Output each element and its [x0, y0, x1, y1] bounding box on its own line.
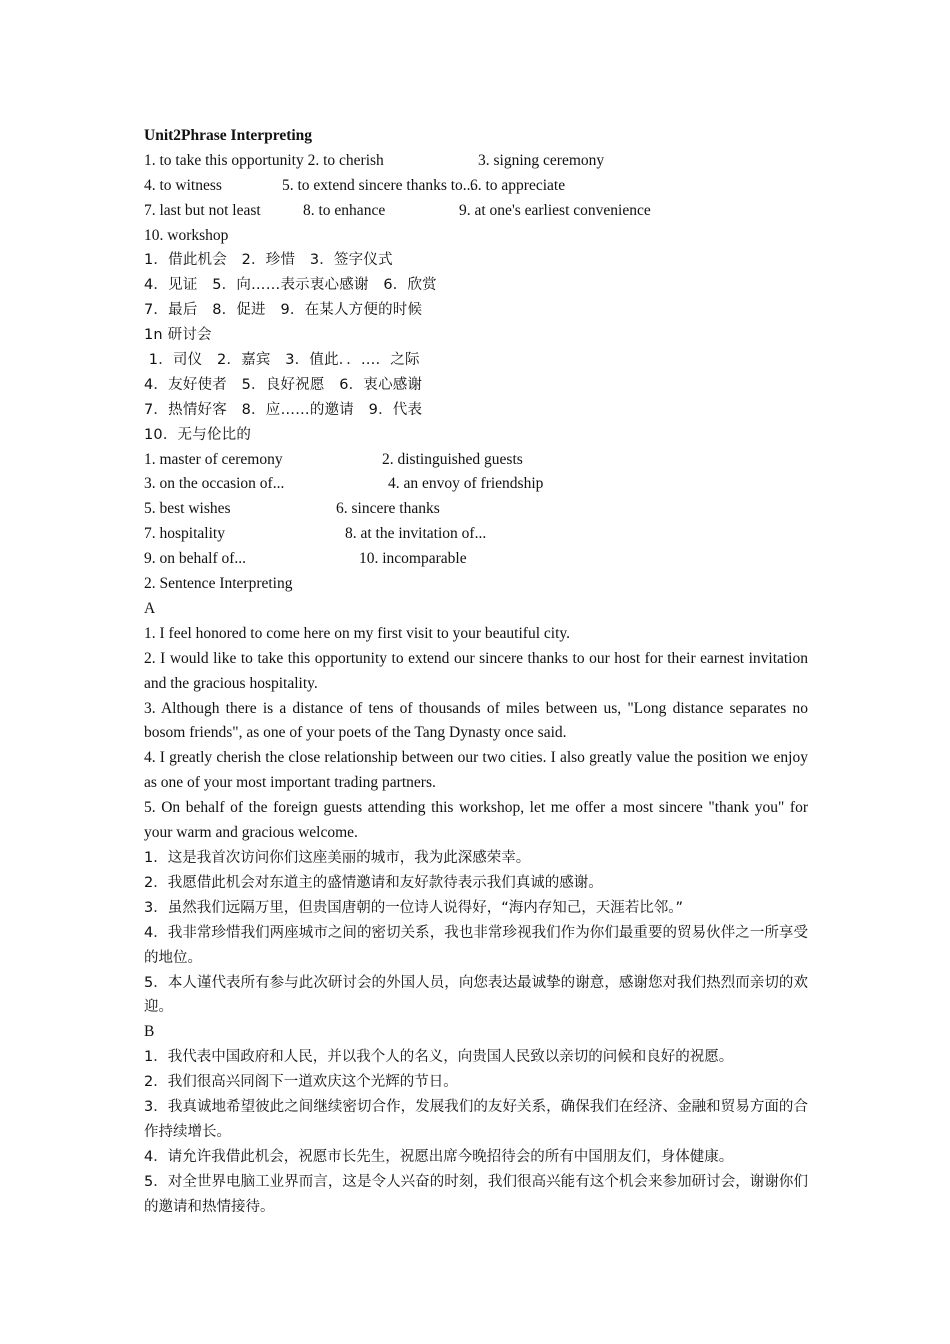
phrase-row-9	[144, 547, 808, 572]
phrase-zh-line: 1n 研讨会	[144, 327, 212, 344]
phrase-item: 4. to witness	[144, 176, 222, 194]
phrase-zh-line: 7．最后 8．促进 9．在某人方便的时候	[144, 302, 423, 319]
phrase-item: 3. signing ceremony	[478, 151, 605, 169]
sentence-zh: 1．这是我首次访问你们这座美丽的城市，我为此深感荣幸。	[144, 849, 531, 866]
phrase-row-1	[144, 149, 808, 174]
section-a-label: A	[144, 599, 156, 617]
phrase-row-3	[144, 199, 808, 224]
phrase-zh-line: 10．无与伦比的	[144, 426, 252, 443]
sentence-en: 4. I greatly cherish the close relationship between our two cities. I also greatly value the position we enjoy as one of your most important trading partners.	[144, 749, 808, 792]
phrase-zh-line: 4．友好使者 5．良好祝愿 6．衷心感谢	[144, 376, 423, 393]
phrase-row-7	[144, 497, 808, 522]
section-b-label: B	[144, 1023, 155, 1041]
phrase-item: 4. an envoy of friendship	[388, 475, 544, 493]
phrase-zh-line: 7．热情好客 8．应……的邀请 9．代表	[144, 401, 423, 418]
unit-title: Unit2Phrase Interpreting	[144, 127, 313, 144]
sentence-en: 2. I would like to take this opportunity to extend our sincere thanks to our host for their earnest invitation and the gracious hospitality.	[144, 649, 808, 692]
phrase-item: 8. to enhance	[303, 201, 386, 219]
phrase-row-6	[144, 472, 808, 497]
phrase-item: 6. sincere thanks	[336, 500, 440, 518]
sentence-en: 1. I feel honored to come here on my first visit to your beautiful city.	[144, 624, 570, 642]
phrase-zh-line: 1．司仪 2．嘉宾 3．值此．．…．之际	[144, 352, 420, 369]
sentence-zh: 3．虽然我们远隔万里，但贵国唐朝的一位诗人说得好，“海内存知己，天涯若比邻。”	[144, 899, 683, 916]
phrase-item: 7. last but not least	[144, 201, 261, 219]
phrase-item: 8. at the invitation of...	[345, 525, 487, 543]
sentence-zh: 3．我真诚地希望彼此之间继续密切合作，发展我们的友好关系，确保我们在经济、金融和贸易方面的合作持续增长。	[144, 1099, 808, 1140]
sentence-en: 3. Although there is a distance of tens of thousands of miles between us, "Long distance separates no bosom friends", as one of your poets of the Tang Dynasty once said.	[144, 699, 808, 742]
phrase-item: 6. to appreciate	[470, 176, 566, 194]
phrase-item: 9. on behalf of...	[144, 550, 247, 568]
sentence-zh: 1．我代表中国政府和人民，并以我个人的名义，向贵国人民致以亲切的问候和良好的祝愿。	[144, 1049, 734, 1066]
phrase-row-4: 10. workshop	[144, 226, 229, 244]
phrase-row-5	[144, 448, 808, 473]
phrase-zh-line: 1．借此机会 2．珍惜 3．签字仪式	[144, 252, 393, 269]
phrase-item: 5. to extend sincere thanks to...	[282, 176, 475, 194]
phrase-item: 5. best wishes	[144, 500, 231, 518]
sentence-en: 5. On behalf of the foreign guests attending this workshop, let me offer a most sincere "thank you" for your warm and gracious welcome.	[144, 799, 808, 842]
document-body	[144, 124, 808, 1220]
sentence-zh: 4．请允许我借此机会，祝愿市长先生，祝愿出席今晚招待会的所有中国朋友们，身体健康。	[144, 1148, 734, 1165]
section-heading: 2. Sentence Interpreting	[144, 575, 293, 593]
phrase-item: 1. to take this opportunity 2. to cherish	[144, 151, 384, 169]
sentence-zh: 2．我愿借此机会对东道主的盛情邀请和友好款待表示我们真诚的感谢。	[144, 874, 603, 891]
phrase-item: 3. on the occasion of...	[144, 475, 285, 493]
sentence-zh: 5．本人谨代表所有参与此次研讨会的外国人员，向您表达最诚挚的谢意，感谢您对我们热烈而亲切的欢迎。	[144, 974, 808, 1016]
sentence-zh: 2．我们很高兴同阁下一道欢庆这个光辉的节日。	[144, 1074, 458, 1091]
sentence-zh: 5．对全世界电脑工业界而言，这是令人兴奋的时刻，我们很高兴能有这个机会来参加研讨会，谢谢你们的邀请和热情接待。	[144, 1173, 808, 1215]
phrase-item: 9. at one's earliest convenience	[459, 201, 651, 219]
phrase-item: 7. hospitality	[144, 525, 225, 543]
phrase-row-2	[144, 174, 808, 199]
phrase-item: 2. distinguished guests	[382, 450, 523, 468]
sentence-zh: 4．我非常珍惜我们两座城市之间的密切关系，我也非常珍视我们作为你们最重要的贸易伙伴之一所享受的地位。	[144, 924, 808, 966]
phrase-zh-line: 4．见证 5．向……表示衷心感谢 6．欣赏	[144, 277, 437, 294]
phrase-item: 1. master of ceremony	[144, 450, 283, 468]
phrase-row-8	[144, 522, 808, 547]
phrase-item: 10. incomparable	[359, 550, 467, 568]
